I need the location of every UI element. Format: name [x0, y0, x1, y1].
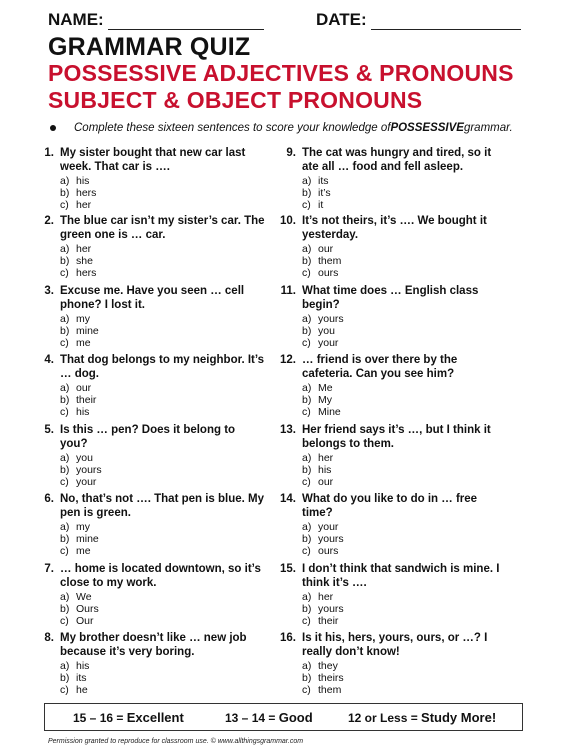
answer-option[interactable] — [60, 175, 96, 187]
option-letter: b) — [302, 603, 312, 616]
question-stem: Her friend says it’s …, but I think it belongs to them. — [302, 424, 491, 450]
option-text: mine — [76, 533, 99, 546]
option-text: his — [76, 660, 90, 672]
option-text: our — [76, 382, 92, 394]
answer-options — [60, 521, 99, 558]
question-stem: What time does … English class begin? — [302, 285, 479, 311]
question-stem: No, that’s not …. That pen is blue. My pen is green. — [60, 493, 265, 519]
answer-options — [302, 591, 344, 628]
name-blank-line[interactable] — [108, 13, 264, 30]
option-text: you — [318, 325, 335, 338]
option-text: your — [76, 476, 97, 489]
date-field[interactable] — [316, 10, 521, 30]
option-letter: a) — [60, 382, 70, 394]
answer-option[interactable] — [60, 591, 99, 603]
answer-option[interactable] — [60, 464, 102, 476]
option-text: yours — [318, 603, 344, 616]
answer-options — [60, 382, 96, 419]
option-text: Mine — [318, 406, 341, 419]
question-number: 10. — [280, 215, 296, 227]
option-text: they — [318, 660, 338, 672]
question-number: 2. — [44, 215, 54, 227]
option-letter: a) — [302, 382, 312, 394]
option-text: them — [318, 255, 342, 268]
score-range: 13 – 14 = — [225, 711, 279, 725]
option-text: you — [76, 452, 93, 464]
option-letter: b) — [302, 255, 312, 268]
question-number: 8. — [44, 632, 54, 644]
option-letter: c) — [60, 199, 69, 212]
question-stem: Is it his, hers, yours, ours, or …? I really don’t know! — [302, 632, 488, 658]
option-text: your — [318, 521, 339, 533]
question-stem: What do you like to do in … free time? — [302, 493, 478, 519]
question-stem: It’s not theirs, it’s …. We bought it yesterday. — [302, 215, 487, 241]
answer-option[interactable] — [60, 452, 102, 464]
option-text: My — [318, 394, 332, 407]
answer-option[interactable] — [60, 382, 96, 394]
option-text: yours — [318, 313, 344, 325]
option-letter: a) — [60, 521, 70, 533]
option-text: hers — [76, 267, 97, 280]
answer-option[interactable] — [60, 406, 96, 418]
option-letter: b) — [60, 464, 70, 477]
option-text: our — [318, 243, 334, 255]
answer-option[interactable] — [302, 545, 344, 557]
option-letter: c) — [60, 545, 69, 558]
option-text: ours — [318, 267, 339, 280]
question-stem: My sister bought that new car last week. That car is …. — [60, 147, 246, 173]
option-letter: a) — [302, 521, 312, 533]
answer-option[interactable] — [60, 255, 96, 267]
score-rating: Good — [278, 710, 313, 725]
option-text: it’s — [318, 187, 331, 200]
option-letter: a) — [302, 313, 312, 325]
option-letter: c) — [60, 684, 69, 697]
option-text: its — [76, 672, 87, 685]
option-letter: a) — [60, 243, 70, 255]
subtitle-line-1: POSSESSIVE ADJECTIVES & PRONOUNS — [48, 60, 514, 86]
name-field[interactable] — [48, 10, 264, 30]
option-letter: c) — [302, 545, 311, 558]
option-letter: c) — [60, 615, 69, 628]
instruction-emphasis: POSSESSIVE — [390, 122, 464, 134]
option-text: he — [76, 684, 88, 697]
option-letter: c) — [302, 199, 311, 212]
option-letter: b) — [302, 325, 312, 338]
answer-option[interactable] — [60, 603, 99, 615]
option-letter: b) — [60, 325, 70, 338]
answer-options — [302, 452, 333, 489]
option-letter: c) — [60, 406, 69, 419]
option-text: me — [76, 337, 91, 350]
option-letter: c) — [60, 337, 69, 350]
question-stem: … friend is over there by the cafeteria. Can you see him? — [302, 354, 458, 380]
option-letter: c) — [302, 337, 311, 350]
question-stem: I don’t think that sandwich is mine. I think it’s …. — [302, 563, 500, 589]
score-rating: Excellent — [126, 710, 184, 725]
question-number: 12. — [280, 354, 296, 366]
question-stem: My brother doesn’t like … new job because it’s very boring. — [60, 632, 247, 658]
answer-options — [60, 243, 96, 280]
option-letter: b) — [60, 394, 70, 407]
answer-option[interactable] — [302, 533, 344, 545]
option-letter: b) — [302, 464, 312, 477]
option-letter: b) — [60, 533, 70, 546]
answer-option[interactable] — [60, 199, 96, 211]
answer-options — [60, 175, 96, 212]
option-text: mine — [76, 325, 99, 338]
option-text: its — [318, 175, 329, 187]
option-letter: c) — [60, 267, 69, 280]
answer-option[interactable] — [60, 337, 99, 349]
option-letter: b) — [302, 533, 312, 546]
score-box — [44, 703, 523, 731]
answer-option[interactable] — [60, 533, 99, 545]
question-stem: That dog belongs to my neighbor. It’s … dog. — [60, 354, 265, 380]
question-stem: The blue car isn’t my sister’s car. The green one is … car. — [60, 215, 265, 241]
option-text: her — [76, 243, 92, 255]
answer-option[interactable] — [302, 603, 344, 615]
option-letter: b) — [60, 603, 70, 616]
question-number: 16. — [280, 632, 296, 644]
date-label: DATE: — [316, 10, 367, 29]
option-text: her — [318, 591, 334, 603]
option-letter: b) — [302, 187, 312, 200]
answer-options — [302, 660, 344, 697]
option-text: yours — [76, 464, 102, 477]
question-number: 3. — [44, 285, 54, 297]
name-label: NAME: — [48, 10, 104, 29]
answer-options — [302, 382, 341, 419]
question-number: 15. — [280, 563, 296, 575]
question-stem: Excuse me. Have you seen … cell phone? I lost it. — [60, 285, 245, 311]
answer-option[interactable] — [302, 313, 344, 325]
score-range: 15 – 16 = — [73, 711, 127, 725]
option-letter: a) — [60, 175, 70, 187]
option-text: their — [76, 394, 97, 407]
answer-option[interactable] — [302, 615, 344, 627]
answer-options — [60, 313, 99, 350]
answer-option[interactable] — [302, 591, 344, 603]
score-good — [225, 710, 313, 725]
score-study-more — [348, 710, 496, 725]
option-text: our — [318, 476, 334, 489]
option-text: me — [76, 545, 91, 558]
option-text: his — [318, 464, 332, 477]
option-letter: b) — [60, 255, 70, 268]
answer-option[interactable] — [60, 672, 89, 684]
answer-option[interactable] — [302, 394, 341, 406]
answer-option[interactable] — [302, 382, 341, 394]
answer-option[interactable] — [60, 394, 96, 406]
option-letter: a) — [60, 452, 70, 464]
option-letter: b) — [60, 187, 70, 200]
option-letter: a) — [302, 175, 312, 187]
option-text: my — [76, 521, 90, 533]
score-excellent — [73, 710, 184, 725]
answer-option[interactable] — [60, 187, 96, 199]
answer-options — [302, 521, 344, 558]
option-text: her — [76, 199, 92, 212]
question-number: 11. — [280, 285, 296, 297]
question-number: 5. — [44, 424, 54, 436]
answer-option[interactable] — [302, 406, 341, 418]
answer-option[interactable] — [302, 476, 333, 488]
answer-option[interactable] — [302, 464, 333, 476]
answer-option[interactable] — [302, 187, 331, 199]
option-text: his — [76, 406, 90, 419]
option-text: their — [318, 615, 339, 628]
option-text: my — [76, 313, 90, 325]
question-number: 6. — [44, 493, 54, 505]
instruction-text-after: grammar. — [463, 122, 513, 134]
question-number: 13. — [280, 424, 296, 436]
answer-option[interactable] — [302, 199, 331, 211]
answer-option[interactable] — [60, 243, 96, 255]
answer-option[interactable] — [302, 325, 344, 337]
answer-option[interactable] — [302, 255, 341, 267]
option-letter: a) — [302, 452, 312, 464]
option-letter: c) — [302, 615, 311, 628]
option-letter: c) — [302, 476, 311, 489]
option-text: her — [318, 452, 334, 464]
option-text: Our — [76, 615, 94, 628]
bullet-icon — [50, 125, 56, 131]
option-letter: c) — [302, 406, 311, 419]
answer-option[interactable] — [302, 267, 341, 279]
answer-option[interactable] — [302, 672, 344, 684]
header — [48, 10, 528, 32]
option-letter: a) — [60, 591, 70, 603]
answer-option[interactable] — [60, 313, 99, 325]
answer-options — [302, 313, 344, 350]
option-text: them — [318, 684, 342, 697]
date-blank-line[interactable] — [371, 13, 521, 30]
option-text: yours — [318, 533, 344, 546]
option-text: We — [76, 591, 92, 603]
option-letter: a) — [60, 313, 70, 325]
answer-option[interactable] — [302, 175, 331, 187]
instruction — [48, 122, 513, 134]
answer-option[interactable] — [60, 325, 99, 337]
option-letter: a) — [302, 591, 312, 603]
answer-options — [302, 175, 331, 212]
option-letter: a) — [60, 660, 70, 672]
subtitle-line-2: SUBJECT & OBJECT PRONOUNS — [48, 87, 423, 113]
answer-option[interactable] — [302, 684, 344, 696]
option-letter: b) — [302, 394, 312, 407]
option-letter: c) — [302, 684, 311, 697]
option-letter: b) — [302, 672, 312, 685]
answer-options — [60, 591, 99, 628]
option-text: his — [76, 175, 90, 187]
answer-option[interactable] — [302, 243, 341, 255]
answer-option[interactable] — [60, 476, 102, 488]
answer-option[interactable] — [60, 267, 96, 279]
footer-permission: Permission granted to reproduce for classroom use. © www.allthingsgrammar.com — [48, 738, 304, 745]
answer-option[interactable] — [60, 684, 89, 696]
question-number: 9. — [286, 147, 296, 159]
option-text: it — [318, 199, 324, 212]
option-letter: a) — [302, 660, 312, 672]
option-text: Me — [318, 382, 333, 394]
answer-option[interactable] — [302, 521, 344, 533]
question-stem: Is this … pen? Does it belong to you? — [60, 424, 236, 450]
question-number: 4. — [44, 354, 54, 366]
question-number: 7. — [44, 563, 54, 575]
answer-option[interactable] — [302, 660, 344, 672]
page-title: GRAMMAR QUIZ — [48, 33, 251, 61]
answer-options — [302, 243, 341, 280]
option-text: Ours — [76, 603, 99, 616]
answer-option[interactable] — [60, 660, 89, 672]
option-text: your — [318, 337, 339, 350]
answer-option[interactable] — [60, 521, 99, 533]
answer-options — [60, 452, 102, 489]
option-text: theirs — [318, 672, 344, 685]
question-stem: … home is located downtown, so it’s close to my work. — [60, 563, 261, 589]
option-text: she — [76, 255, 93, 268]
score-rating: Study More! — [421, 710, 497, 725]
instruction-text-before: Complete these sixteen sentences to score your knowledge of — [74, 122, 391, 134]
question-number: 14. — [280, 493, 296, 505]
question-stem: The cat was hungry and tired, so it ate all … food and fell asleep. — [302, 147, 492, 173]
option-text: ours — [318, 545, 339, 558]
question-number: 1. — [44, 147, 54, 159]
answer-options — [60, 660, 89, 697]
answer-option[interactable] — [60, 545, 99, 557]
option-text: hers — [76, 187, 97, 200]
option-letter: c) — [302, 267, 311, 280]
option-letter: c) — [60, 476, 69, 489]
score-range: 12 or Less = — [348, 711, 422, 725]
answer-option[interactable] — [302, 337, 344, 349]
answer-option[interactable] — [302, 452, 333, 464]
option-letter: b) — [60, 672, 70, 685]
option-letter: a) — [302, 243, 312, 255]
answer-option[interactable] — [60, 615, 99, 627]
